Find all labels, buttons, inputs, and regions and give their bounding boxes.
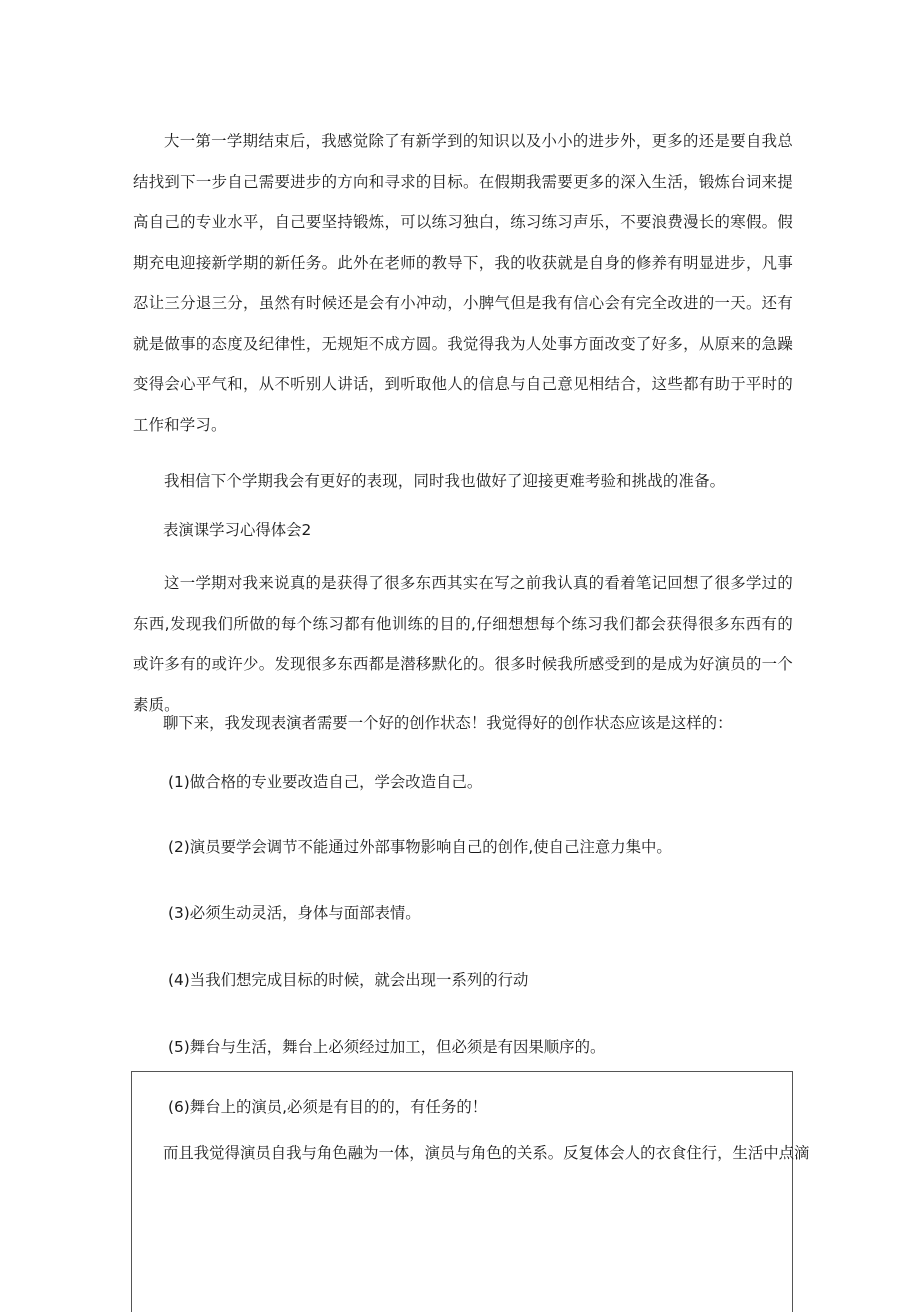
paragraph-4: 聊下来，我发现表演者需要一个好的创作状态！我觉得好的创作状态应该是这样的： [163, 714, 733, 732]
paragraph-2: 我相信下个学期我会有更好的表现，同时我也做好了迎接更难考验和挑战的准备。 [164, 472, 726, 490]
list-item-4: (4)当我们想完成目标的时候，就会出现一系列的行动 [168, 971, 529, 989]
list-item-1: (1)做合格的专业要改造自己，学会改造自己。 [168, 773, 483, 791]
paragraph-3: 这一学期对我来说真的是获得了很多东西其实在写之前我认真的看着笔记回想了很多学过的东西,发现我们所做的每个练习都有他训练的目的,仔细想想每个练习我们都会获得很多东西有的或许多有的或许少。发现很多东西都是潜移默化的。很多时候我所感受到的是成为好演员的一个素质。 [133, 574, 793, 714]
section-heading: 表演课学习心得体会2 [163, 521, 312, 539]
list-item-2: (2)演员要学会调节不能通过外部事物影响自己的创作,使自己注意力集中。 [168, 838, 672, 856]
paragraph-5: 而且我觉得演员自我与角色融为一体，演员与角色的关系。反复体会人的衣食住行，生活中点滴 [163, 1144, 810, 1162]
list-item-6: (6)舞台上的演员,必须是有目的的，有任务的！ [168, 1098, 488, 1116]
list-item-3: (3)必须生动灵活，身体与面部表情。 [168, 904, 421, 922]
list-item-5: (5)舞台与生活，舞台上必须经过加工，但必须是有因果顺序的。 [168, 1038, 606, 1056]
paragraph-1: 大一第一学期结束后，我感觉除了有新学到的知识以及小小的进步外，更多的还是要自我总结找到下一步自己需要进步的方向和寻求的目标。在假期我需要更多的深入生活，锻炼台词来提高自己的专业水平，自己要坚持锻炼，可以练习独白，练习练习声乐，不要浪费漫长的寒假。假期充电迎接新学期的新任务。此外在老师的教导下，我的收获就是自身的修养有明显进步，凡事忍让三分退三分，虽然有时候还是会有小冲动，小脾气但是我有信心会有完全改进的一天。还有就是做事的态度及纪律性，无规矩不成方圆。我觉得我为人处事方面改变了好多，从原来的急躁变得会心平气和，从不听别人讲话，到听取他人的信息与自己意见相结合，这些都有助于平时的工作和学习。 [133, 132, 793, 434]
